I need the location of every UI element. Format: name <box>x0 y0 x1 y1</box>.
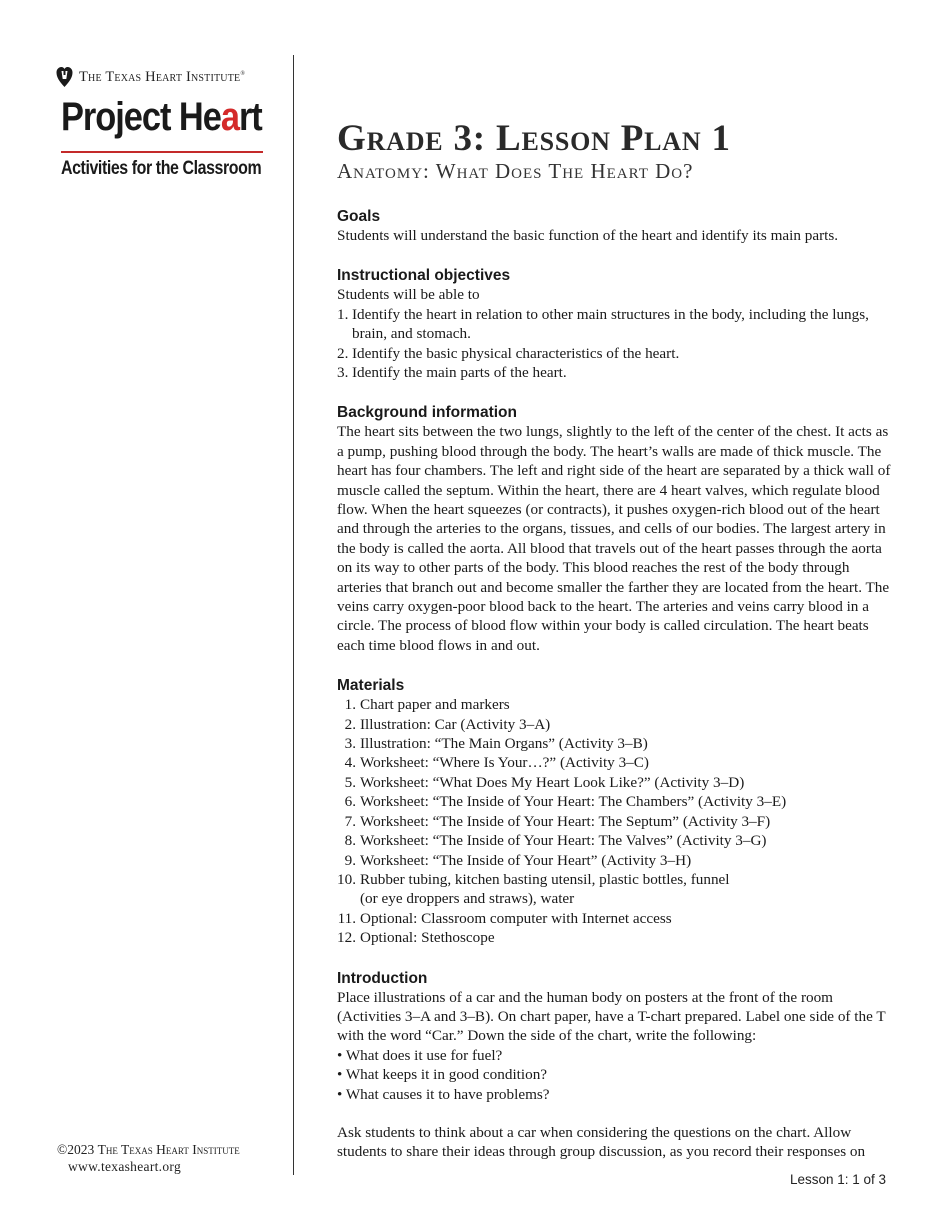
objectives-intro: Students will be able to <box>337 286 480 304</box>
introduction-heading: Introduction <box>337 969 428 987</box>
texas-heart-institute-logo-icon <box>56 66 73 88</box>
list-item: 2. Illustration: Car (Activity 3–A) <box>344 715 551 733</box>
list-item: 2. Identify the basic physical characteristics of the heart. <box>337 344 680 362</box>
list-item: 6. Worksheet: “The Inside of Your Heart: The Chambers” (Activity 3–E) <box>344 793 787 811</box>
list-item: 12. Optional: Stethoscope <box>337 929 495 947</box>
page-number: Lesson 1: 1 of 3 <box>790 1172 887 1187</box>
list-item: • What does it use for fuel? <box>337 1046 503 1064</box>
list-item: 4. Worksheet: “Where Is Your…?” (Activity 3–C) <box>344 754 649 772</box>
introduction-closing: Ask students to think about a car when considering the questions on the chart. Allow students to share their ideas through group discussion, as you record their responses on <box>337 1123 866 1161</box>
materials-section <box>337 676 897 947</box>
list-item: 8. Worksheet: “The Inside of Your Heart: The Valves” (Activity 3–G) <box>344 832 767 850</box>
sidebar <box>0 0 293 1230</box>
lesson-content <box>337 120 897 1162</box>
list-item: 1. Identify the heart in relation to other main structures in the body, including the lungs, brain, and stomach. <box>337 305 869 343</box>
brand-divider <box>61 151 263 153</box>
heart-letter: a <box>220 95 239 139</box>
brand-subtitle: Activities for the Classroom <box>61 158 262 179</box>
list-item: • What keeps it in good condition? <box>337 1066 548 1084</box>
list-item: 3. Illustration: “The Main Organs” (Activity 3–B) <box>344 735 648 753</box>
institute-name: The Texas Heart Institute® <box>79 68 246 85</box>
list-item: 3. Identify the main parts of the heart. <box>337 363 567 381</box>
list-item: 7. Worksheet: “The Inside of Your Heart: The Septum” (Activity 3–F) <box>344 812 771 830</box>
introduction-section <box>337 969 897 1162</box>
page-subtitle: Anatomy: What Does The Heart Do? <box>337 158 694 183</box>
goals-heading: Goals <box>337 207 381 225</box>
footer-copyright: ©2023 The Texas Heart Institute <box>57 1142 240 1157</box>
objectives-list <box>337 305 897 383</box>
list-item: 11. Optional: Classroom computer with Internet access <box>337 909 672 927</box>
objectives-heading: Instructional objectives <box>337 267 511 285</box>
background-text: The heart sits between the two lungs, slightly to the left of the center of the chest. It acts as a pump, pushing blood through the body. The heart’s walls are made of thick muscle. The heart has four chambers. The left and right side of the heart are separated by a thick wall of muscle called the septum. Within the heart, there are 4 heart valves, which regulate blood flow. When the heart squeezes (or contracts), it pushes oxygen-rich blood out of the heart and through the arteries to the organs, tissues, and cells of our bodies. The largest artery in the body is called the aorta. All blood that travels out of the heart passes through the aorta on its way to other parts of the body. This blood reaches the rest of the body through arteries that branch out and become smaller the farther they are located from the heart. The veins carry oxygen-poor blood back to the heart. The arteries and veins carry blood in a circle. The process of blood flow within your body is called circulation. The heart beats each time blood flows in and out. <box>337 423 891 654</box>
list-item: 5. Worksheet: “What Does My Heart Look Like?” (Activity 3–D) <box>344 773 745 791</box>
institute-header <box>56 66 245 88</box>
introduction-text: Place illustrations of a car and the human body on posters at the front of the room (Activities 3–A and 3–B). On chart paper, have a T-chart prepared. Label one side of the T with the word “Car.” Down the side of the chart, write the following: <box>337 988 886 1045</box>
list-item: • What causes it to have problems? <box>337 1085 550 1103</box>
footer-url[interactable]: www.texasheart.org <box>68 1159 181 1174</box>
introduction-bullets <box>337 1046 897 1104</box>
goals-text: Students will understand the basic function of the heart and identify its main parts. <box>337 226 839 244</box>
materials-heading: Materials <box>337 677 405 695</box>
objectives-section <box>337 266 897 382</box>
sidebar-divider <box>293 55 294 1175</box>
background-heading: Background information <box>337 404 517 422</box>
list-item: 1. Chart paper and markers <box>344 696 510 714</box>
background-section <box>337 403 897 655</box>
project-heart-logo: Project Heart <box>61 95 262 139</box>
list-item: 9. Worksheet: “The Inside of Your Heart” (Activity 3–H) <box>344 851 692 869</box>
page-title: Grade 3: Lesson Plan 1 <box>337 118 731 159</box>
list-item: 10. Rubber tubing, kitchen basting utensil, plastic bottles, funnel (or eye droppers and straws), water <box>337 870 730 908</box>
materials-list <box>337 695 897 947</box>
goals-section <box>337 207 897 245</box>
